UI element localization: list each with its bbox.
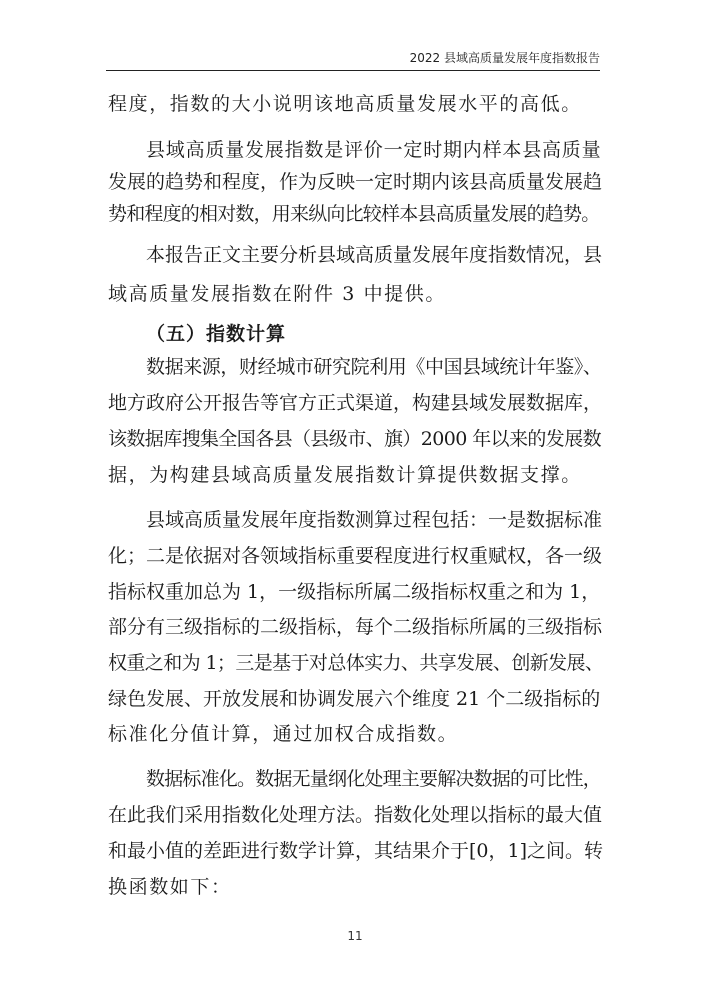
body-text-line: 指标权重加总为 1，一级指标所属二级指标权重之和为 1，: [108, 581, 601, 603]
body-text-line: 本报告正文主要分析县域高质量发展年度指数情况，县: [146, 244, 603, 266]
body-text-line: 绿色发展、开放发展和协调发展六个维度 21 个二级指标的: [108, 688, 601, 710]
body-text-line: 发展的趋势和程度，作为反映一定时期内该县高质量发展趋: [108, 171, 603, 193]
body-text-line: 数据标准化。数据无量纲化处理主要解决数据的可比性，: [146, 768, 602, 790]
body-text-line: 该数据库搜集全国各县（县级市、旗）2000 年以来的发展数: [108, 428, 601, 450]
body-text-line: 和最小值的差距进行数学计算，其结果介于[0，1]之间。转: [108, 840, 604, 862]
body-text-line: 换函数如下：: [108, 876, 232, 898]
body-text-line: 域高质量发展指数在附件 3 中提供。: [108, 283, 446, 305]
page-number: 11: [347, 929, 363, 943]
body-text-line: 县域高质量发展指数是评价一定时期内样本县高质量: [146, 139, 602, 161]
body-text-line: 县域高质量发展年度指数测算过程包括：一是数据标准: [146, 509, 603, 531]
body-text-line: 权重之和为 1；三是基于对总体实力、共享发展、创新发展、: [108, 652, 604, 674]
body-text-line: 化；二是依据对各领域指标重要程度进行权重赋权，各一级: [108, 545, 603, 567]
body-text-line: 势和程度的相对数，用来纵向比较样本县高质量发展的趋势。: [108, 203, 600, 225]
body-text-line: 数据来源，财经城市研究院利用《中国县域统计年鉴》、: [146, 356, 602, 378]
body-text-line: 程度，指数的大小说明该地高质量发展水平的高低。: [108, 93, 582, 115]
page-header: [106, 50, 600, 71]
section-heading: （五）指数计算: [146, 323, 287, 345]
body-text-line: 标准化分值计算，通过加权合成指数。: [108, 723, 459, 745]
body-text-line: 在此我们采用指数化处理方法。指数化处理以指标的最大值: [108, 804, 603, 826]
body-text-line: 地方政府公开报告等官方正式渠道，构建县域发展数据库，: [108, 392, 603, 414]
body-text-line: 据，为构建县域高质量发展指数计算提供数据支撑。: [108, 464, 582, 486]
body-text-line: 部分有三级指标的二级指标，每个二级指标所属的三级指标: [108, 616, 603, 638]
report-title: 2022 县域高质量发展年度指数报告: [409, 51, 600, 65]
